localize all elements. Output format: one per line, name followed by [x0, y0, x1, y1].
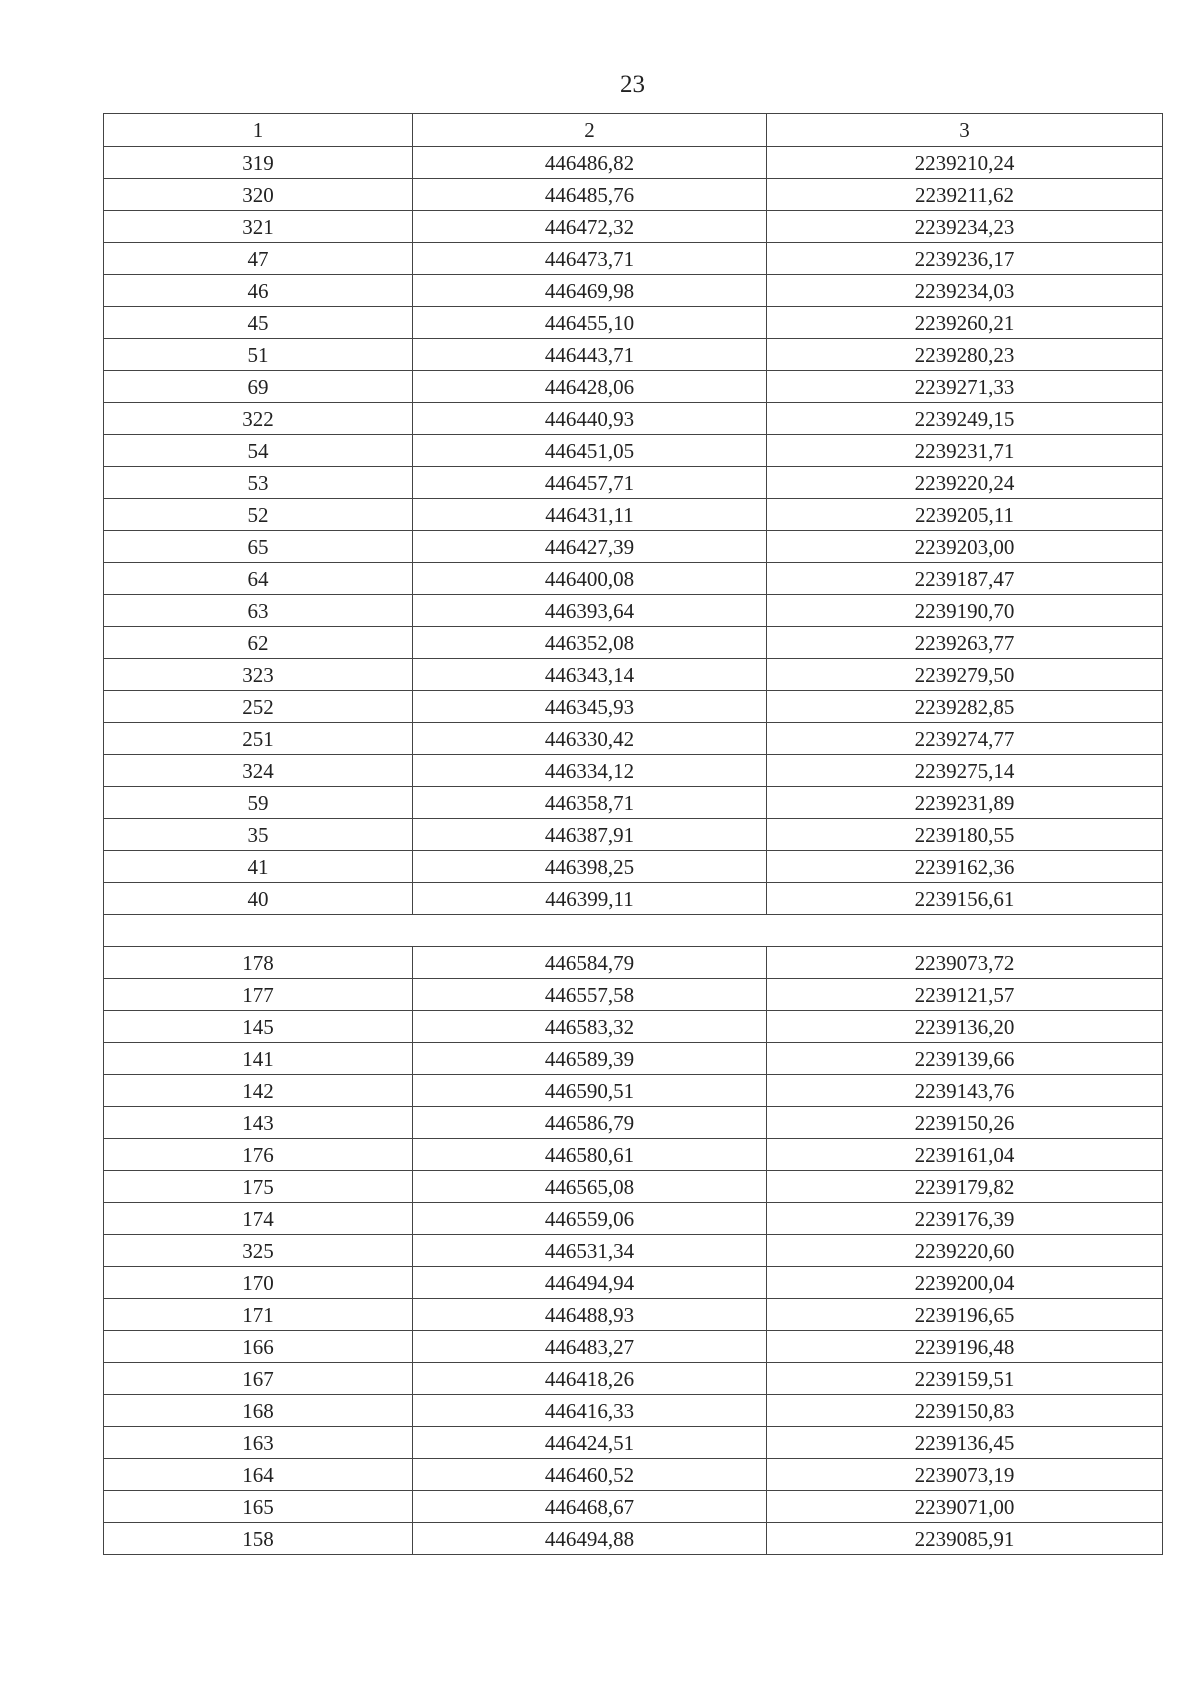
x-coordinate-cell: 446494,88	[413, 1523, 767, 1555]
header-cell-1: 1	[104, 114, 413, 147]
point-number-cell: 52	[104, 499, 413, 531]
x-coordinate-cell: 446468,67	[413, 1491, 767, 1523]
x-coordinate-cell: 446486,82	[413, 147, 767, 179]
table-row	[104, 659, 1163, 691]
point-number-cell: 53	[104, 467, 413, 499]
point-number-cell: 158	[104, 1523, 413, 1555]
y-coordinate-cell: 2239249,15	[767, 403, 1163, 435]
y-coordinate-cell: 2239220,60	[767, 1235, 1163, 1267]
table-row	[104, 211, 1163, 243]
page-number: 23	[620, 71, 645, 98]
point-number-cell: 176	[104, 1139, 413, 1171]
header-cell-3: 3	[767, 114, 1163, 147]
y-coordinate-cell: 2239073,19	[767, 1459, 1163, 1491]
table-row	[104, 1523, 1163, 1555]
x-coordinate-cell: 446440,93	[413, 403, 767, 435]
y-coordinate-cell: 2239271,33	[767, 371, 1163, 403]
y-coordinate-cell: 2239179,82	[767, 1171, 1163, 1203]
y-coordinate-cell: 2239203,00	[767, 531, 1163, 563]
point-number-cell: 323	[104, 659, 413, 691]
table-row	[104, 819, 1163, 851]
table-row	[104, 1363, 1163, 1395]
y-coordinate-cell: 2239210,24	[767, 147, 1163, 179]
table-row	[104, 851, 1163, 883]
separator-cell	[104, 915, 1163, 947]
table-row	[104, 371, 1163, 403]
y-coordinate-cell: 2239071,00	[767, 1491, 1163, 1523]
y-coordinate-cell: 2239190,70	[767, 595, 1163, 627]
table-row	[104, 467, 1163, 499]
table-row	[104, 723, 1163, 755]
y-coordinate-cell: 2239159,51	[767, 1363, 1163, 1395]
x-coordinate-cell: 446343,14	[413, 659, 767, 691]
point-number-cell: 164	[104, 1459, 413, 1491]
y-coordinate-cell: 2239279,50	[767, 659, 1163, 691]
y-coordinate-cell: 2239220,24	[767, 467, 1163, 499]
y-coordinate-cell: 2239275,14	[767, 755, 1163, 787]
table-row	[104, 563, 1163, 595]
y-coordinate-cell: 2239234,23	[767, 211, 1163, 243]
y-coordinate-cell: 2239196,48	[767, 1331, 1163, 1363]
x-coordinate-cell: 446583,32	[413, 1011, 767, 1043]
point-number-cell: 319	[104, 147, 413, 179]
y-coordinate-cell: 2239236,17	[767, 243, 1163, 275]
y-coordinate-cell: 2239176,39	[767, 1203, 1163, 1235]
y-coordinate-cell: 2239143,76	[767, 1075, 1163, 1107]
y-coordinate-cell: 2239073,72	[767, 947, 1163, 979]
point-number-cell: 320	[104, 179, 413, 211]
point-number-cell: 170	[104, 1267, 413, 1299]
x-coordinate-cell: 446469,98	[413, 275, 767, 307]
table-row	[104, 275, 1163, 307]
point-number-cell: 62	[104, 627, 413, 659]
point-number-cell: 141	[104, 1043, 413, 1075]
x-coordinate-cell: 446398,25	[413, 851, 767, 883]
y-coordinate-cell: 2239161,04	[767, 1139, 1163, 1171]
table-row	[104, 1203, 1163, 1235]
y-coordinate-cell: 2239274,77	[767, 723, 1163, 755]
x-coordinate-cell: 446584,79	[413, 947, 767, 979]
x-coordinate-cell: 446330,42	[413, 723, 767, 755]
point-number-cell: 51	[104, 339, 413, 371]
x-coordinate-cell: 446488,93	[413, 1299, 767, 1331]
x-coordinate-cell: 446457,71	[413, 467, 767, 499]
y-coordinate-cell: 2239200,04	[767, 1267, 1163, 1299]
point-number-cell: 45	[104, 307, 413, 339]
table-row	[104, 1395, 1163, 1427]
x-coordinate-cell: 446589,39	[413, 1043, 767, 1075]
x-coordinate-cell: 446428,06	[413, 371, 767, 403]
y-coordinate-cell: 2239234,03	[767, 275, 1163, 307]
point-number-cell: 46	[104, 275, 413, 307]
point-number-cell: 325	[104, 1235, 413, 1267]
point-number-cell: 163	[104, 1427, 413, 1459]
x-coordinate-cell: 446427,39	[413, 531, 767, 563]
coordinates-table-body	[104, 114, 1163, 1555]
point-number-cell: 321	[104, 211, 413, 243]
header-cell-2: 2	[413, 114, 767, 147]
x-coordinate-cell: 446559,06	[413, 1203, 767, 1235]
y-coordinate-cell: 2239211,62	[767, 179, 1163, 211]
y-coordinate-cell: 2239231,71	[767, 435, 1163, 467]
x-coordinate-cell: 446483,27	[413, 1331, 767, 1363]
y-coordinate-cell: 2239231,89	[767, 787, 1163, 819]
x-coordinate-cell: 446557,58	[413, 979, 767, 1011]
y-coordinate-cell: 2239280,23	[767, 339, 1163, 371]
x-coordinate-cell: 446443,71	[413, 339, 767, 371]
table-row	[104, 947, 1163, 979]
table-row	[104, 1491, 1163, 1523]
table-row	[104, 691, 1163, 723]
point-number-cell: 47	[104, 243, 413, 275]
table-row	[104, 1043, 1163, 1075]
x-coordinate-cell: 446451,05	[413, 435, 767, 467]
table-separator-row	[104, 915, 1163, 947]
x-coordinate-cell: 446358,71	[413, 787, 767, 819]
table-row	[104, 595, 1163, 627]
table-row	[104, 1107, 1163, 1139]
table-row	[104, 627, 1163, 659]
x-coordinate-cell: 446393,64	[413, 595, 767, 627]
y-coordinate-cell: 2239263,77	[767, 627, 1163, 659]
table-row	[104, 243, 1163, 275]
x-coordinate-cell: 446416,33	[413, 1395, 767, 1427]
point-number-cell: 167	[104, 1363, 413, 1395]
x-coordinate-cell: 446565,08	[413, 1171, 767, 1203]
x-coordinate-cell: 446334,12	[413, 755, 767, 787]
y-coordinate-cell: 2239205,11	[767, 499, 1163, 531]
y-coordinate-cell: 2239139,66	[767, 1043, 1163, 1075]
x-coordinate-cell: 446580,61	[413, 1139, 767, 1171]
x-coordinate-cell: 446472,32	[413, 211, 767, 243]
table-row	[104, 531, 1163, 563]
y-coordinate-cell: 2239162,36	[767, 851, 1163, 883]
point-number-cell: 63	[104, 595, 413, 627]
x-coordinate-cell: 446400,08	[413, 563, 767, 595]
table-row	[104, 1011, 1163, 1043]
point-number-cell: 64	[104, 563, 413, 595]
y-coordinate-cell: 2239180,55	[767, 819, 1163, 851]
point-number-cell: 40	[104, 883, 413, 915]
point-number-cell: 165	[104, 1491, 413, 1523]
point-number-cell: 59	[104, 787, 413, 819]
point-number-cell: 143	[104, 1107, 413, 1139]
point-number-cell: 252	[104, 691, 413, 723]
table-row	[104, 1331, 1163, 1363]
y-coordinate-cell: 2239187,47	[767, 563, 1163, 595]
table-row	[104, 1171, 1163, 1203]
table-row	[104, 307, 1163, 339]
table-row	[104, 1427, 1163, 1459]
x-coordinate-cell: 446431,11	[413, 499, 767, 531]
x-coordinate-cell: 446590,51	[413, 1075, 767, 1107]
x-coordinate-cell: 446473,71	[413, 243, 767, 275]
point-number-cell: 324	[104, 755, 413, 787]
point-number-cell: 174	[104, 1203, 413, 1235]
y-coordinate-cell: 2239136,45	[767, 1427, 1163, 1459]
x-coordinate-cell: 446387,91	[413, 819, 767, 851]
y-coordinate-cell: 2239121,57	[767, 979, 1163, 1011]
table-row	[104, 147, 1163, 179]
y-coordinate-cell: 2239150,26	[767, 1107, 1163, 1139]
table-row	[104, 1299, 1163, 1331]
point-number-cell: 322	[104, 403, 413, 435]
table-row	[104, 787, 1163, 819]
table-row	[104, 435, 1163, 467]
point-number-cell: 166	[104, 1331, 413, 1363]
x-coordinate-cell: 446399,11	[413, 883, 767, 915]
x-coordinate-cell: 446424,51	[413, 1427, 767, 1459]
point-number-cell: 171	[104, 1299, 413, 1331]
y-coordinate-cell: 2239136,20	[767, 1011, 1163, 1043]
table-row	[104, 179, 1163, 211]
table-row	[104, 403, 1163, 435]
point-number-cell: 69	[104, 371, 413, 403]
x-coordinate-cell: 446352,08	[413, 627, 767, 659]
table-row	[104, 755, 1163, 787]
point-number-cell: 65	[104, 531, 413, 563]
x-coordinate-cell: 446418,26	[413, 1363, 767, 1395]
point-number-cell: 41	[104, 851, 413, 883]
y-coordinate-cell: 2239156,61	[767, 883, 1163, 915]
point-number-cell: 251	[104, 723, 413, 755]
table-row	[104, 1459, 1163, 1491]
table-row	[104, 1075, 1163, 1107]
point-number-cell: 178	[104, 947, 413, 979]
x-coordinate-cell: 446455,10	[413, 307, 767, 339]
point-number-cell: 145	[104, 1011, 413, 1043]
x-coordinate-cell: 446345,93	[413, 691, 767, 723]
table-row	[104, 979, 1163, 1011]
point-number-cell: 177	[104, 979, 413, 1011]
table-row	[104, 499, 1163, 531]
y-coordinate-cell: 2239150,83	[767, 1395, 1163, 1427]
y-coordinate-cell: 2239196,65	[767, 1299, 1163, 1331]
table-row	[104, 1139, 1163, 1171]
table-row	[104, 1235, 1163, 1267]
point-number-cell: 142	[104, 1075, 413, 1107]
y-coordinate-cell: 2239260,21	[767, 307, 1163, 339]
coordinates-table	[103, 113, 1163, 1555]
x-coordinate-cell: 446460,52	[413, 1459, 767, 1491]
x-coordinate-cell: 446485,76	[413, 179, 767, 211]
point-number-cell: 168	[104, 1395, 413, 1427]
point-number-cell: 35	[104, 819, 413, 851]
table-row	[104, 339, 1163, 371]
y-coordinate-cell: 2239282,85	[767, 691, 1163, 723]
table-row	[104, 883, 1163, 915]
x-coordinate-cell: 446531,34	[413, 1235, 767, 1267]
x-coordinate-cell: 446494,94	[413, 1267, 767, 1299]
y-coordinate-cell: 2239085,91	[767, 1523, 1163, 1555]
point-number-cell: 54	[104, 435, 413, 467]
table-row	[104, 1267, 1163, 1299]
x-coordinate-cell: 446586,79	[413, 1107, 767, 1139]
table-header-row	[104, 114, 1163, 147]
point-number-cell: 175	[104, 1171, 413, 1203]
